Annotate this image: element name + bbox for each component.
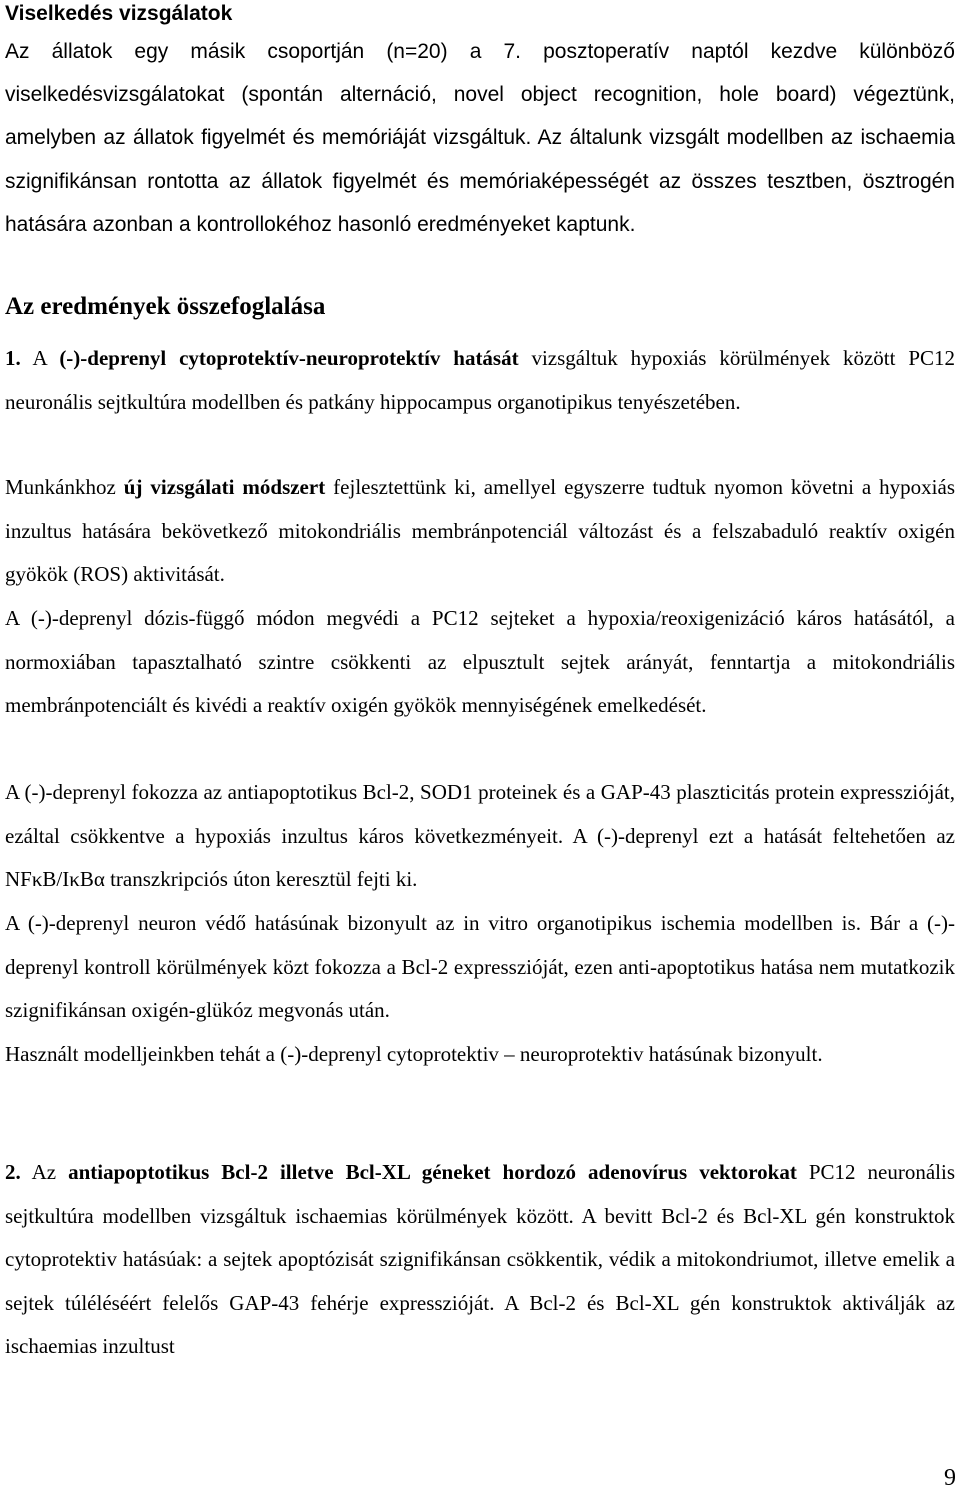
p1-rest: vizsgáltuk hypoxiás körülmények között PC12 neuronális sejtkultúra modellben és patkány hippocampus organotipikus tenyészetében. bbox=[5, 346, 956, 414]
p2-bold-phrase: új vizsgálati módszert bbox=[123, 475, 326, 499]
section-heading-behavior: Viselkedés vizsgálatok bbox=[5, 2, 233, 25]
summary-paragraph-4: A (-)-deprenyl fokozza az antiapoptotikus Bcl-2, SOD1 proteinek és a GAP-43 plaszticitás protein expresszióját, ezáltal csökkentve a hypoxiás inzultus káros következményeit. A (-)-deprenyl ezt a hatását feltehetően az NFκB/IκBα transzkripciós úton keresztül fejti ki. bbox=[5, 780, 955, 891]
summary-paragraph-5: A (-)-deprenyl neuron védő hatásúnak bizonyult az in vitro organotipikus ischemia modellben is. Bár a (-)-deprenyl kontroll körülmények közt fokozza a Bcl-2 expresszióját, ezen anti-apoptotikus hatása nem mutatkozik szignifikánsan oxigén-glükóz megvonás után. bbox=[5, 911, 955, 1022]
summary-paragraph-1 bbox=[5, 337, 955, 424]
p2-start: Munkánkhoz bbox=[5, 475, 124, 499]
summary-paragraph-3: A (-)-deprenyl dózis-függő módon megvédi a PC12 sejteket a hypoxia/reoxigenizáció káros hatásától, a normoxiában tapasztalható szintre csökkenti az elpusztult sejtek arányát, fenntartja a mitokondriális membránpotenciált és kivédi a reaktív oxigén gyökök mennyiségének emelkedését. bbox=[5, 606, 955, 717]
p7-bold-phrase: antiapoptotikus Bcl-2 illetve Bcl-XL géneket hordozó adenovírus vektorokat bbox=[68, 1160, 797, 1184]
summary-paragraph-7 bbox=[5, 1151, 955, 1369]
p1-lead: A bbox=[20, 346, 60, 370]
summary-paragraph-2 bbox=[5, 466, 955, 597]
p1-bold-phrase: (-)-deprenyl cytoprotektív-neuroprotektív hatását bbox=[59, 346, 519, 370]
p2-rest: fejlesztettünk ki, amellyel egyszerre tudtuk nyomon követni a hypoxiás inzultus hatására bekövetkező mitokondriális membránpotenciál változást és a felszabaduló reaktív oxigén gyökök (ROS) aktivitását. bbox=[5, 475, 955, 586]
item-number-2: 2. bbox=[5, 1160, 21, 1184]
summary-paragraph-6: Használt modelljeinkben tehát a (-)-deprenyl cytoprotektiv – neuroprotektiv hatásúnak bizonyult. bbox=[5, 1042, 823, 1066]
item-number-1: 1. bbox=[5, 346, 21, 370]
p7-lead: Az bbox=[20, 1160, 69, 1184]
page-number: 9 bbox=[944, 1465, 956, 1491]
p7-rest: PC12 neuronális sejtkultúra modellben vizsgáltuk ischaemias körülmények között. A bevitt Bcl-2 és Bcl-XL gén konstruktok cytoprotektiv hatásúak: a sejtek apoptózisát szignifikánsan csökkentik, védik a mitokondriumot, illetve emelik a sejtek túléléséért felelős GAP-43 fehérje expresszióját. A Bcl-2 és Bcl-XL gén konstruktok aktiválják az ischaemias inzultust bbox=[5, 1160, 955, 1358]
behavior-paragraph: Az állatok egy másik csoportján (n=20) a 7. posztoperatív naptól kezdve különböző viselkedésvizsgálatokat (spontán alternáció, novel object recognition, hole board) végeztünk, amelyben az állatok figyelmét és memóriáját vizsgáltuk. Az általunk vizsgált modellben az ischaemia szignifikánsan rontotta az állatok figyelmét és memóriaképességét az összes tesztben, ösztrogén hatására azonban a kontrollokéhoz hasonló eredményeket kaptunk. bbox=[5, 40, 955, 236]
summary-heading: Az eredmények összefoglalása bbox=[5, 293, 326, 320]
